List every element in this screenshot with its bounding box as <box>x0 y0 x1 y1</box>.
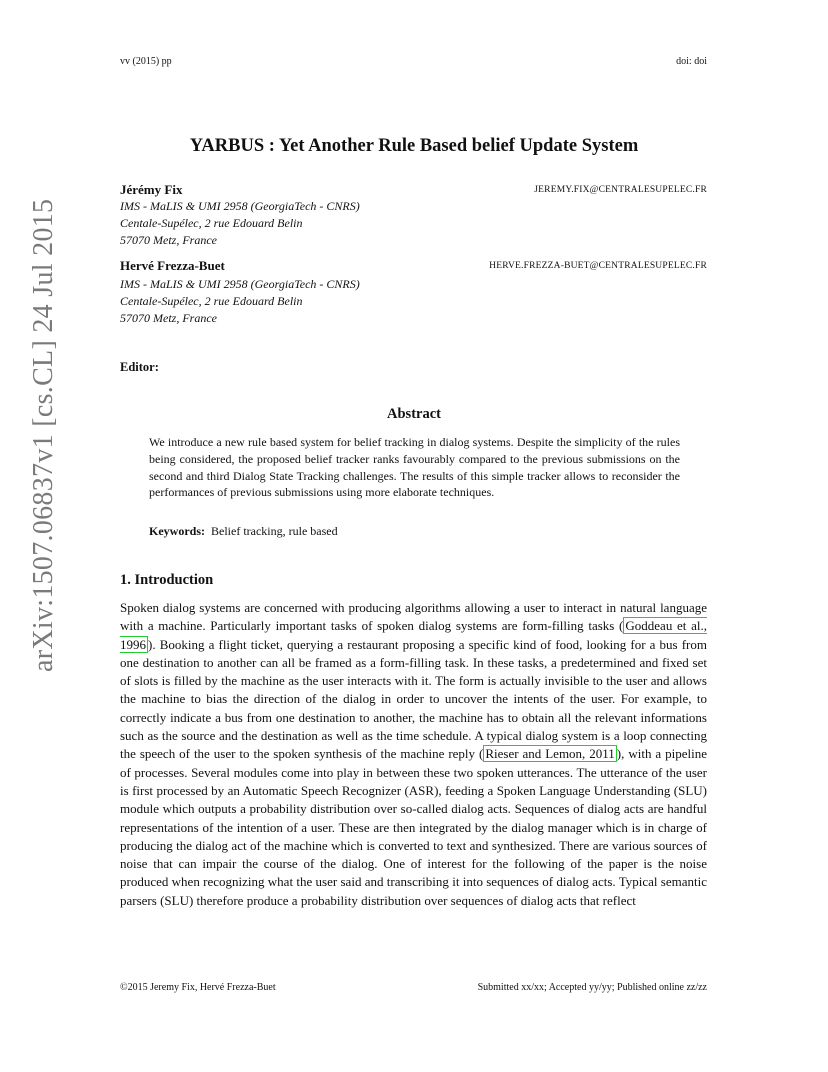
author-email-1: JEREMY.FIX@CENTRALESUPELEC.FR <box>534 185 707 195</box>
body-text-3: ), with a pipeline of processes. Several modules come into play in between these two spoken utterances. The utterance of the user is first processed by an Automatic Speech Recognizer (ASR), feeding a Spoken Language Understanding (SLU) module which outputs a probability distribution over so-called dialog acts. Sequences of dialog acts are handful representations of the intention of a user. These are then integrated by the dialog manager which is in charge of producing the dialog act of the machine which is converted to text and synthesized. There are various sources of noise that can impair the course of the dialog. One of interest for the following of the paper is the noise produced when recognizing what the user said and transcribing it into sequences of dialog acts. Typical semantic parsers (SLU) therefore produce a probability distribution over sequences of dialog acts that reflect <box>120 746 708 908</box>
section-heading: 1. Introduction <box>120 572 214 588</box>
affil-line: IMS - MaLIS & UMI 2958 (GeorgiaTech - CNRS) <box>120 199 360 213</box>
affil-line: IMS - MaLIS & UMI 2958 (GeorgiaTech - CNRS) <box>120 277 360 291</box>
keywords <box>149 524 338 539</box>
affil-line: 57070 Metz, France <box>120 233 217 247</box>
citation-link-rieser[interactable]: Rieser and Lemon, 2011 <box>485 746 615 762</box>
author-email-2: HERVE.FREZZA-BUET@CENTRALESUPELEC.FR <box>489 261 707 271</box>
running-header-left: vv (2015) pp <box>120 56 172 67</box>
affil-line: Centale-Supélec, 2 rue Edouard Belin <box>120 294 303 308</box>
body-text-2: ). Booking a flight ticket, querying a restaurant proposing a specific kind of food, looking for a bus from one destination to another can all be framed as a form-filling task. In these tasks, a predetermined and fixed set of slots is filled by the machine as the user interacts with it. The form is actually invisible to the user and allows the machine to bias the direction of the dialog in order to uncover the intents of the user. For example, to correctly indicate a bus from one destination to another, the machine has to obtain all the relevant informations such as the source and the destination as well as the time schedule. A typical dialog system is a loop connecting the speech of the user to the spoken synthesis of the machine reply ( <box>120 636 707 762</box>
citation-link-goddeau[interactable]: Goddeau et al., 1996 <box>120 618 707 652</box>
author-name-1: Jérémy Fix <box>120 182 183 197</box>
author-affiliation-2 <box>120 276 360 327</box>
body-paragraph <box>120 599 707 910</box>
footer-submission: Submitted xx/xx; Accepted yy/yy; Published online zz/zz <box>477 982 707 993</box>
affil-line: Centale-Supélec, 2 rue Edouard Belin <box>120 216 303 230</box>
body-text-1: Spoken dialog systems are concerned with producing algorithms allowing a user to interact in natural language with a machine. Particularly important tasks of spoken dialog systems are form-filling tasks ( <box>120 600 707 634</box>
author-name-2: Hervé Frezza-Buet <box>120 258 225 273</box>
abstract-heading: Abstract <box>387 406 441 422</box>
abstract-text: We introduce a new rule based system for belief tracking in dialog systems. Despite the simplicity of the rules being considered, the proposed belief tracker ranks favourably compared to the previous submissions on the second and third Dialog State Tracking challenges. The results of this simple tracker allows to reconsider the performances of previous submissions using more elaborate techniques. <box>149 435 680 500</box>
arxiv-watermark: arXiv:1507.06837v1 [cs.CL] 24 Jul 2015 <box>28 198 59 672</box>
editor-label: Editor: <box>120 360 159 374</box>
affil-line: 57070 Metz, France <box>120 311 217 325</box>
running-header-right: doi: doi <box>676 56 707 67</box>
footer-copyright: ©2015 Jeremy Fix, Hervé Frezza-Buet <box>120 982 276 993</box>
paper-title: YARBUS : Yet Another Rule Based belief Update System <box>189 136 639 156</box>
keywords-label: Keywords: <box>149 524 205 538</box>
author-affiliation-1 <box>120 198 360 249</box>
keywords-value: Belief tracking, rule based <box>211 524 338 538</box>
